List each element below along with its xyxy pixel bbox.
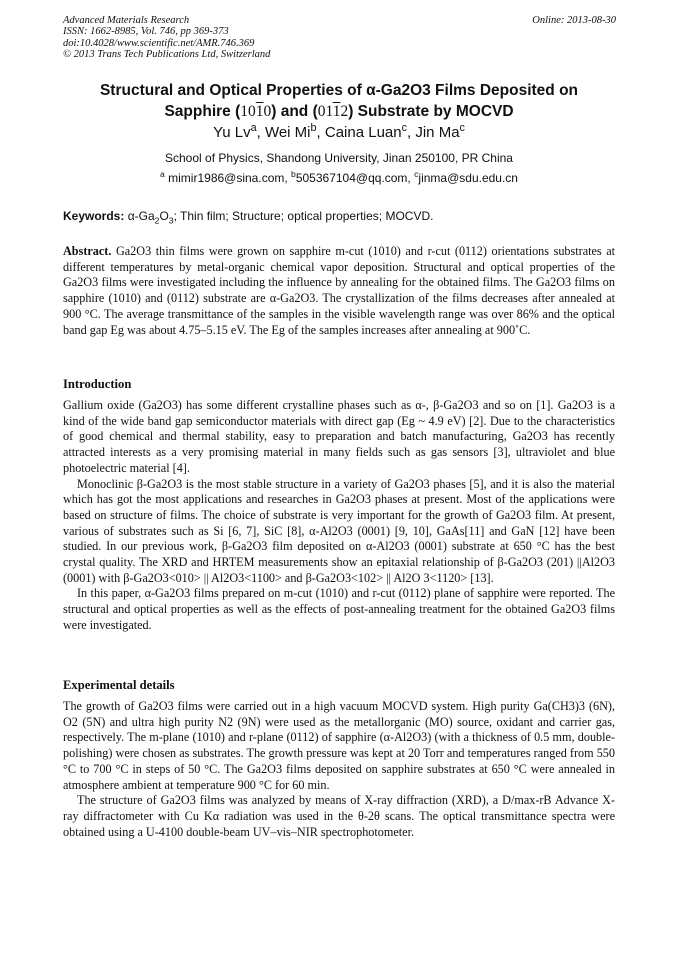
experimental-body [63, 699, 615, 840]
miller-index-r: 0112 [317, 103, 349, 120]
title-text: ) and ( [271, 103, 318, 120]
introduction-body [63, 398, 615, 634]
online-date: Online: 2013-08-30 [532, 15, 616, 26]
doi-line: doi:10.4028/www.scientific.net/AMR.746.369 [63, 37, 255, 49]
introduction-paragraph: Gallium oxide (Ga2O3) has some different crystalline phases such as α-, β-Ga2O3 and so on [1]. Ga2O3 is a kind of the wide band gap semiconductor materials with direct gap (Eg ~ 4.9 eV) [2]. Due to the characteristics of good chemical and thermal stability, easy to preparation and batch manufacturing, Ga2O3 has recently attracted interests as a very promising material in many fields such as gas sensors [3], ultraviolet and blue photoelectric material [4]. [63, 398, 615, 475]
journal-name: Advanced Materials Research [63, 15, 190, 26]
abstract [63, 244, 615, 338]
keywords-label: Keywords: [63, 209, 125, 223]
abstract-label: Abstract. [63, 244, 112, 258]
introduction-paragraph: In this paper, α-Ga2O3 films prepared on m-cut (1010) and r-cut (0112) plane of sapphire were reported. The structural and optical properties as well as the effects of post-annealing treatment for the obtained Ga2O3 films were investigated. [63, 586, 615, 632]
introduction-paragraph: Monoclinic β-Ga2O3 is the most stable structure in a variety of Ga2O3 phases [5], and it is also the material which has got the most applications and researches in Ga2O3 phases at present. Most of the applications were based on structure of films. The choice of substrate is very important for the growth of Ga2O3 film. At present, various of substrates such as Si [6, 7], SiC [8], α-Al2O3 (0001) [9, 10], GaAs[11] and GaN [12] have been studied. In our previous work, β-Ga2O3 film deposited on α-Al2O3 (0001) substrate at 650 °C has the best crystal quality. The XRD and HRTEM measurements show an epitaxial relationship of β-Ga2O3 (201) ||Al2O3 (0001) with β-Ga2O3<010> || Al2O3<1100> and β-Ga2O3<102> || Al2O 3<1120> [13]. [63, 476, 615, 585]
paper-title [63, 80, 615, 122]
introduction-heading: Introduction [63, 377, 132, 391]
experimental-paragraph: The growth of Ga2O3 films were carried out in a high vacuum MOCVD system. High purity Ga(CH3)3 (6N), O2 (5N) and ultra high purity N2 (9N) were used as the metallorganic (MO) source, oxidant and carrier gas, respectively. The m-plane (1010) and r-plane (0112) of sapphire (α-Al2O3) (with a thickness of 0.5 mm, double-polishing) were chosen as substrates. The growth pressure was kept at 20 Torr and temperatures ranged from 550 °C to 700 °C in steps of 50 °C. The Ga2O3 films deposited on sapphire substrates at 650 °C were annealed in atmosphere ambient at temperature 900 °C for 60 min. [63, 699, 615, 792]
title-text: ) Substrate by MOCVD [348, 103, 514, 120]
affiliation: School of Physics, Shandong University, Jinan 250100, PR China [165, 151, 513, 165]
title-text: Sapphire ( [164, 103, 241, 120]
title-line-1: Structural and Optical Properties of α-Ga2O3 Films Deposited on [99, 82, 579, 99]
abstract-text: Ga2O3 thin films were grown on sapphire m-cut (1010) and r-cut (0112) orientations substrates at different temperatures by metal-organic chemical vapor deposition. Structural and optical properties of the Ga2O3 films were investigated including the influence by annealing for the obtained films. The Ga2O3 films on sapphire (1010) and (0112) substrate are α-Ga2O3. The crystallization of the films decreases after annealed at 900 °C. The average transmittance of the samples in the visible wavelength range was over 86% and the optical band gap Eg was about 4.75–5.15 eV. The Eg of the samples increases after annealing at 900˚C. [63, 244, 615, 337]
journal-header [63, 15, 270, 61]
author-list: Yu Lv$^a$, Wei Mi$^b$, Caina Luan$^c$, Jin Ma$^c$ [213, 122, 465, 141]
title-line-2 [63, 101, 615, 122]
keywords: Keywords: $\alpha-Ga_2O_3$; Thin film; Structure; optical properties; MOCVD. [63, 209, 434, 226]
miller-index-m: 1010 [240, 103, 272, 120]
issn-line: ISSN: 1662-8985, Vol. 746, pp 369-373 [63, 26, 229, 38]
author-emails: $^a$ mimir1986@sina.com, $^b$505367104@qq.com, $^c$jinma@sdu.edu.cn [160, 169, 518, 185]
experimental-heading: Experimental details [63, 678, 175, 692]
experimental-paragraph: The structure of Ga2O3 films was analyzed by means of X-ray diffraction (XRD), a D/max-rB Advance X-ray diffractometer with Cu Kα radiation was used in the θ-2θ scans. The optical transmittance spectra were obtained using a U-4100 double-beam UV–vis–NIR spectrophotometer. [63, 793, 615, 839]
copyright-line: © 2013 Trans Tech Publications Ltd, Switzerland [63, 49, 271, 61]
